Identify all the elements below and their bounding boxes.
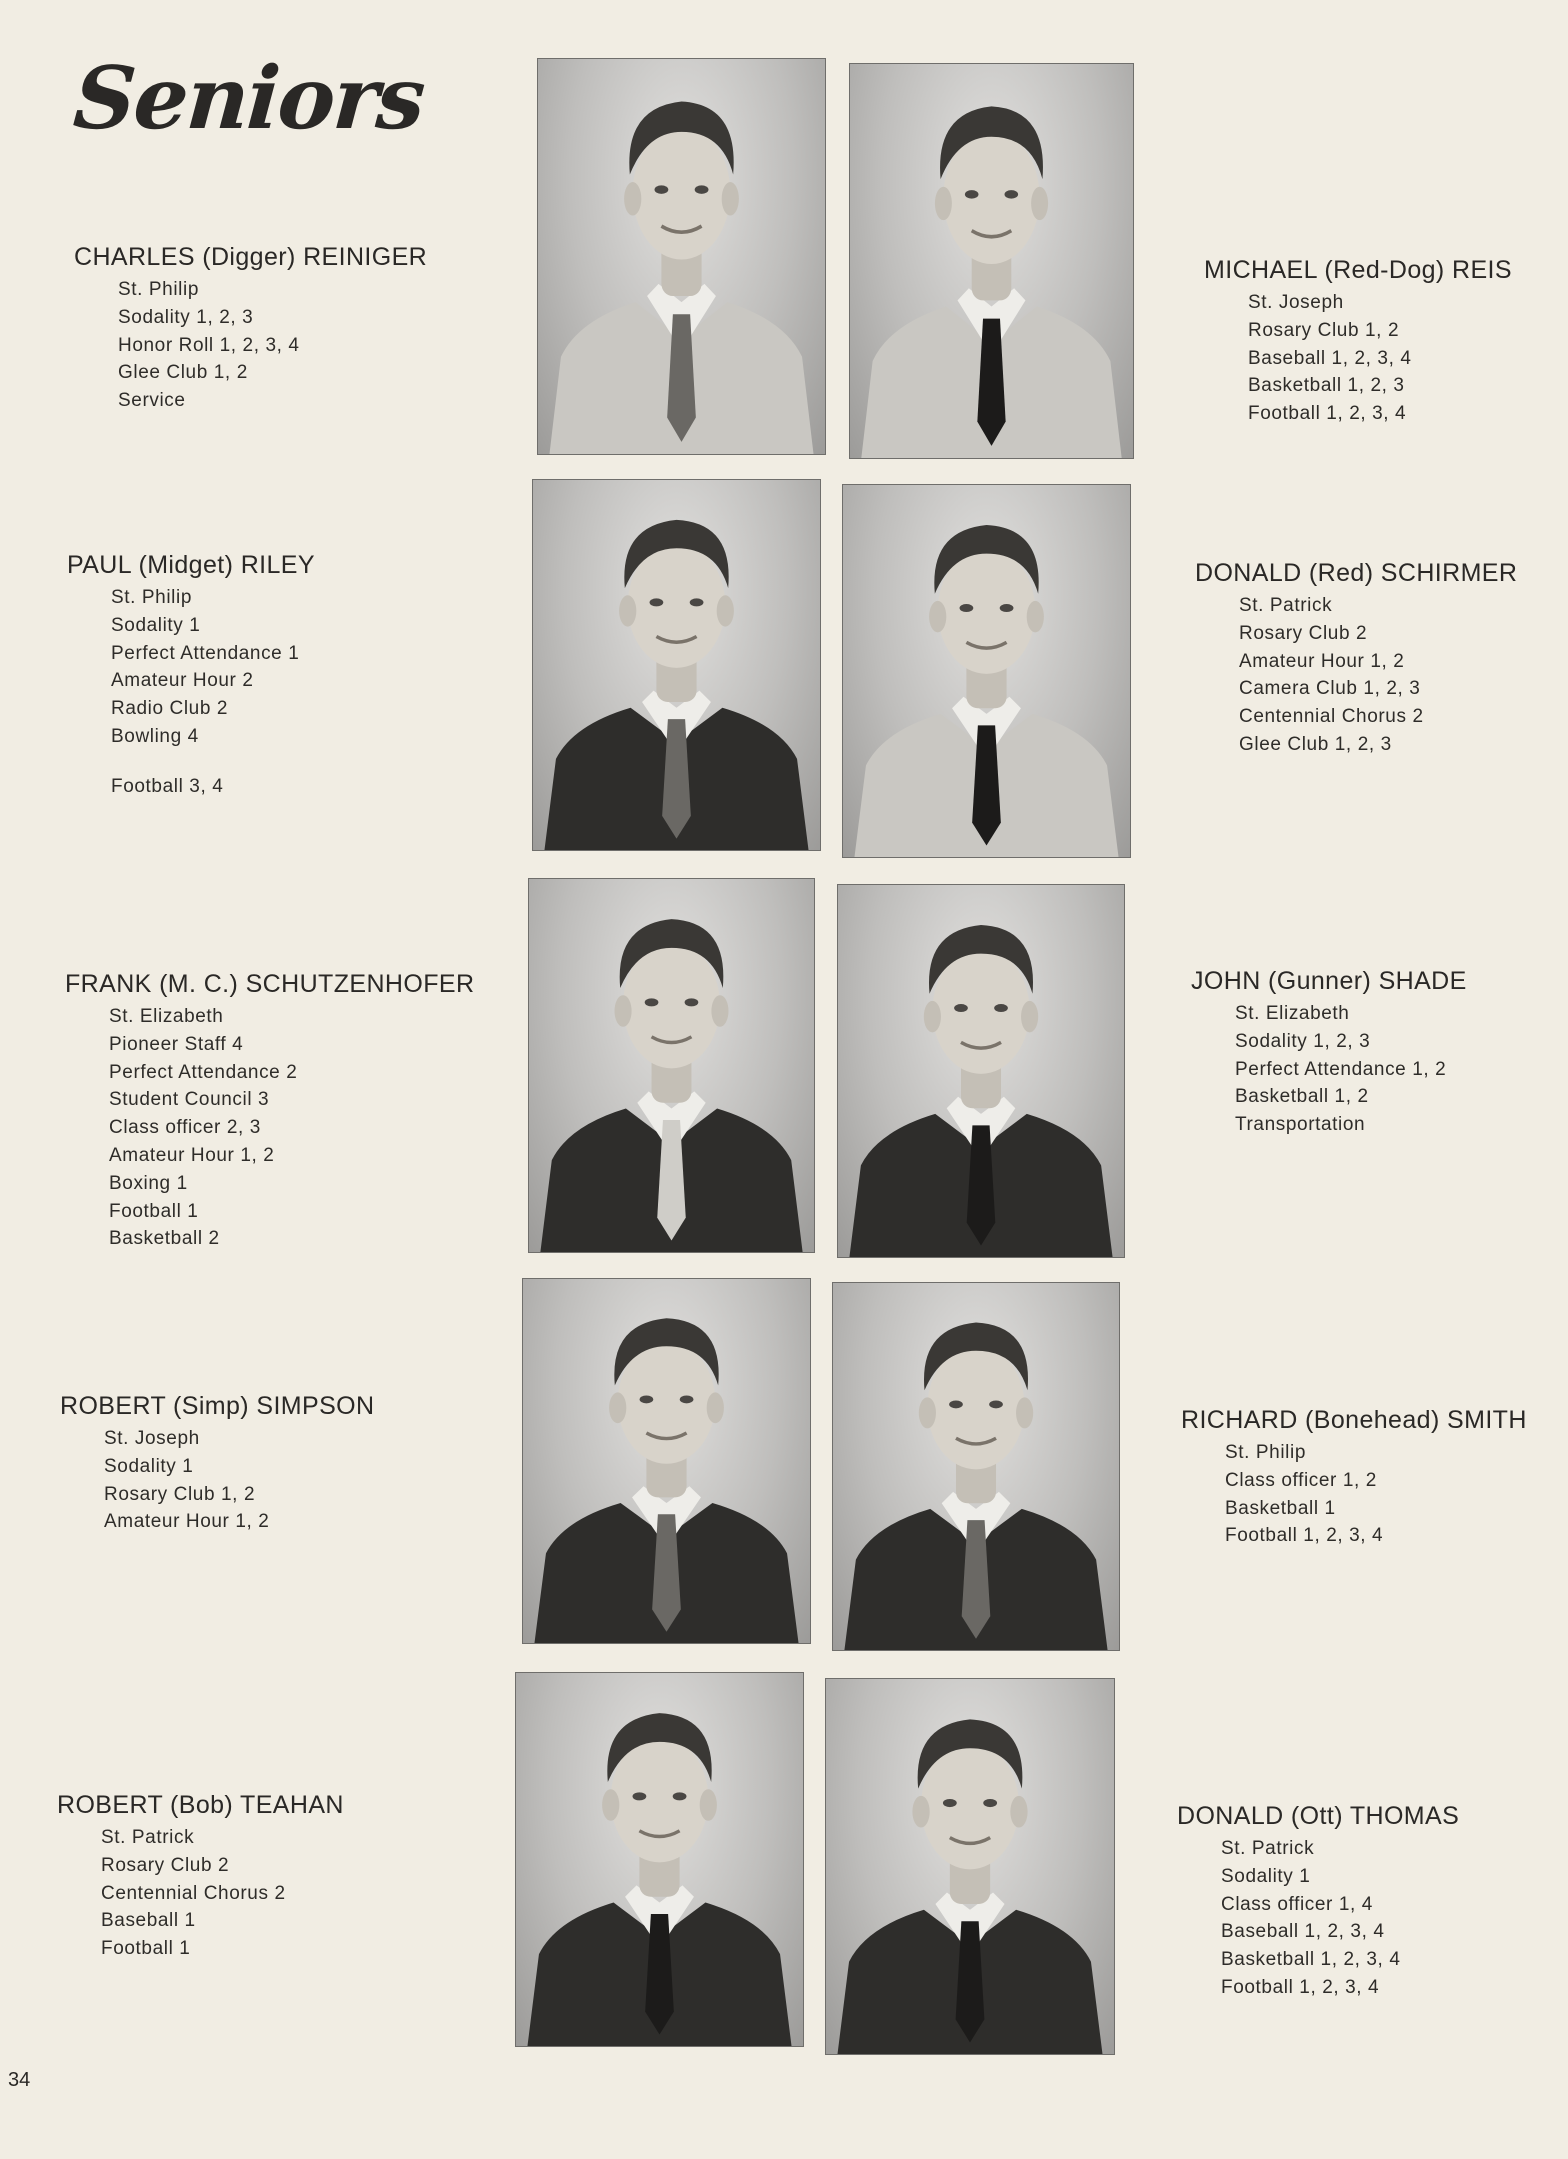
senior-entry-smith [1181, 1406, 1527, 1550]
activity-item: Rosary Club 1, 2 [1248, 319, 1400, 341]
portrait-illustration [533, 480, 820, 850]
activity-item: Basketball 2 [109, 1228, 220, 1250]
activity-item: Baseball 1, 2, 3, 4 [1248, 347, 1412, 369]
activity-list [1248, 289, 1512, 428]
activity-item: Football 1, 2, 3, 4 [1221, 1976, 1380, 1998]
portrait-photo-simpson [523, 1279, 810, 1643]
activity-item: Service [118, 390, 186, 412]
activity-list [104, 1425, 374, 1536]
portrait-photo-schirmer [843, 485, 1130, 857]
senior-name: ROBERT (Simp) SIMPSON [60, 1392, 375, 1420]
activity-item: Boxing 1 [109, 1172, 188, 1194]
activity-item: St. Patrick [1221, 1838, 1315, 1859]
portrait-illustration [523, 1279, 810, 1643]
activity-item: Basketball 1 [1225, 1497, 1336, 1519]
activity-item: Class officer 1, 2 [1225, 1469, 1377, 1491]
activity-item: St. Elizabeth [1235, 1003, 1350, 1024]
portrait-illustration [838, 885, 1124, 1257]
activity-item: Class officer 2, 3 [109, 1117, 261, 1139]
senior-name: ROBERT (Bob) TEAHAN [57, 1791, 344, 1819]
activity-item: Pioneer Staff 4 [109, 1033, 244, 1055]
activity-item: Basketball 1, 2, 3 [1248, 375, 1405, 397]
activity-item: Sodality 1, 2, 3 [118, 306, 254, 328]
activity-item: Football 1, 2, 3, 4 [1248, 403, 1407, 425]
activity-item: Honor Roll 1, 2, 3, 4 [118, 334, 300, 356]
activity-item: Camera Club 1, 2, 3 [1239, 678, 1421, 700]
portrait-photo-riley [533, 480, 820, 850]
activity-item: St. Patrick [1239, 595, 1333, 616]
activity-item: Basketball 1, 2, 3, 4 [1221, 1949, 1401, 1971]
senior-entry-thomas [1177, 1802, 1459, 2002]
activity-item: Football 1, 2, 3, 4 [1225, 1525, 1384, 1547]
activity-list [118, 276, 427, 415]
activity-item: Transportation [1235, 1114, 1366, 1136]
activity-list [1225, 1439, 1527, 1550]
portrait-illustration [826, 1679, 1114, 2054]
activity-item: St. Elizabeth [109, 1006, 224, 1027]
portrait-photo-reiniger [538, 59, 825, 454]
activity-item: Football 1 [101, 1938, 191, 1960]
activity-item: Perfect Attendance 2 [109, 1061, 298, 1083]
senior-name: DONALD (Red) SCHIRMER [1195, 559, 1518, 587]
portrait-photo-shade [838, 885, 1124, 1257]
activity-list [111, 584, 315, 801]
activity-item: Rosary Club 1, 2 [104, 1483, 256, 1505]
activity-item: St. Philip [111, 587, 192, 608]
portrait-photo-reis [850, 64, 1133, 458]
senior-entry-teahan [57, 1791, 344, 1963]
activity-item: Basketball 1, 2 [1235, 1086, 1369, 1108]
activity-item: Amateur Hour 1, 2 [1239, 650, 1405, 672]
senior-entry-simpson [60, 1392, 374, 1536]
activity-item: Football 1 [109, 1200, 199, 1222]
senior-name: JOHN (Gunner) SHADE [1191, 967, 1467, 995]
portrait-illustration [529, 879, 814, 1252]
portrait-illustration [516, 1673, 803, 2046]
portrait-photo-schutzenhofer [529, 879, 814, 1252]
activity-item: St. Joseph [1248, 292, 1344, 313]
activity-list [1221, 1835, 1459, 2002]
activity-item: St. Joseph [104, 1428, 200, 1449]
activity-item: Sodality 1 [104, 1455, 194, 1477]
activity-item: St. Patrick [101, 1827, 195, 1848]
activity-item: Amateur Hour 1, 2 [104, 1511, 270, 1533]
senior-name: MICHAEL (Red-Dog) REIS [1204, 256, 1512, 284]
activity-item: Student Council 3 [109, 1089, 270, 1111]
page-title: Seniors [70, 48, 427, 149]
senior-name: PAUL (Midget) RILEY [67, 551, 315, 579]
activity-item: Sodality 1 [111, 614, 201, 636]
portrait-illustration [538, 59, 825, 454]
activity-item: Perfect Attendance 1, 2 [1235, 1058, 1447, 1080]
activity-item: Bowling 4 [111, 725, 199, 747]
activity-list [101, 1824, 344, 1963]
page-number: 34 [8, 2069, 31, 2091]
activity-item: Sodality 1, 2, 3 [1235, 1030, 1371, 1052]
activity-item: Perfect Attendance 1 [111, 642, 300, 664]
activity-item: Rosary Club 2 [101, 1854, 230, 1876]
activity-list [1239, 592, 1517, 759]
senior-entry-schirmer [1195, 559, 1517, 759]
activity-item: Amateur Hour 1, 2 [109, 1144, 275, 1166]
activity-item: Centennial Chorus 2 [101, 1882, 286, 1904]
activity-item: Centennial Chorus 2 [1239, 706, 1424, 728]
senior-name: DONALD (Ott) THOMAS [1177, 1802, 1460, 1830]
activity-item: Sodality 1 [1221, 1865, 1311, 1887]
activity-list [1235, 1000, 1467, 1139]
activity-item: Amateur Hour 2 [111, 670, 254, 692]
activity-item: Radio Club 2 [111, 698, 229, 720]
senior-entry-riley [67, 551, 315, 801]
activity-item: Glee Club 1, 2 [118, 362, 248, 384]
senior-entry-reiniger [74, 243, 427, 415]
senior-entry-shade [1191, 967, 1467, 1139]
portrait-illustration [850, 64, 1133, 458]
activity-item: Baseball 1 [101, 1910, 196, 1932]
senior-name: CHARLES (Digger) REINIGER [74, 243, 428, 271]
activity-item: Rosary Club 2 [1239, 622, 1368, 644]
senior-name: RICHARD (Bonehead) SMITH [1181, 1406, 1527, 1434]
portrait-illustration [833, 1283, 1119, 1650]
senior-entry-schutzenhofer [65, 970, 474, 1253]
portrait-illustration [843, 485, 1130, 857]
activity-item: Baseball 1, 2, 3, 4 [1221, 1921, 1385, 1943]
activity-item: Class officer 1, 4 [1221, 1893, 1373, 1915]
activity-item: Glee Club 1, 2, 3 [1239, 733, 1392, 755]
senior-name: FRANK (M. C.) SCHUTZENHOFER [65, 970, 475, 998]
activity-item: St. Philip [118, 279, 199, 300]
portrait-photo-teahan [516, 1673, 803, 2046]
portrait-photo-thomas [826, 1679, 1114, 2054]
portrait-photo-smith [833, 1283, 1119, 1650]
senior-entry-reis [1204, 256, 1512, 428]
activity-item: Football 3, 4 [111, 775, 224, 797]
activity-list [109, 1003, 474, 1253]
activity-item: St. Philip [1225, 1442, 1306, 1463]
